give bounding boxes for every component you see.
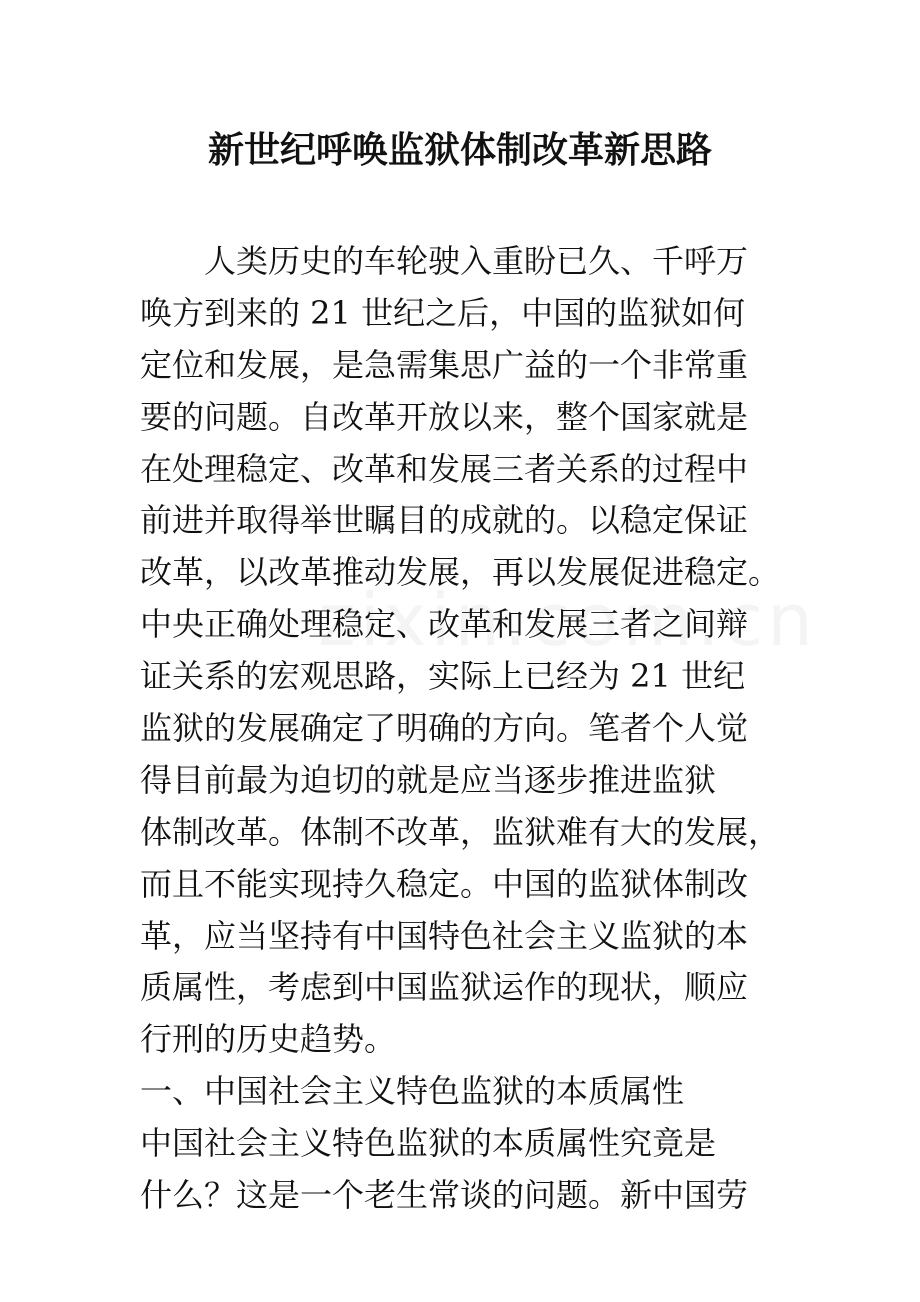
paragraph-line: 什么？这是一个老生常谈的问题。新中国劳	[140, 1176, 749, 1215]
document-title: 新世纪呼唤监狱体制改革新思路	[207, 129, 712, 171]
paragraph-line: 中国社会主义特色监狱的本质属性究竟是	[140, 1124, 717, 1163]
paragraph-line: 定位和发展，是急需集思广益的一个非常重	[140, 345, 749, 384]
paragraph-line: 质属性，考虑到中国监狱运作的现状，顺应	[140, 968, 749, 1007]
paragraph-line: 要的问题。自改革开放以来，整个国家就是	[140, 397, 749, 436]
paragraph-line: 前进并取得举世瞩目的成就的。以稳定保证	[140, 501, 749, 540]
section-heading: 一、中国社会主义特色监狱的本质属性	[140, 1072, 685, 1111]
paragraph-line: 人类历史的车轮驶入重盼已久、千呼万	[204, 242, 749, 280]
paragraph-line: 在处理稳定、改革和发展三者关系的过程中	[140, 449, 749, 488]
paragraph-line: 改革，以改革推动发展，再以发展促进稳定。	[140, 553, 781, 592]
document-body	[140, 236, 790, 1222]
paragraph-line: 唤方到来的 21 世纪之后，中国的监狱如何	[140, 293, 746, 332]
paragraph-line: 革，应当坚持有中国特色社会主义监狱的本	[140, 916, 749, 955]
paragraph-line: 得目前最为迫切的就是应当逐步推进监狱	[140, 760, 717, 799]
paragraph-line: 中央正确处理稳定、改革和发展三者之间辩	[140, 605, 749, 644]
paragraph-line: 体制改革。体制不改革，监狱难有大的发展，	[140, 812, 781, 851]
paragraph-line: 证关系的宏观思路，实际上已经为 21 世纪	[140, 657, 746, 696]
paragraph-line: 行刑的历史趋势。	[140, 1020, 397, 1059]
paragraph-line: 监狱的发展确定了明确的方向。笔者个人觉	[140, 709, 749, 748]
paragraph-line: 而且不能实现持久稳定。中国的监狱体制改	[140, 864, 749, 903]
